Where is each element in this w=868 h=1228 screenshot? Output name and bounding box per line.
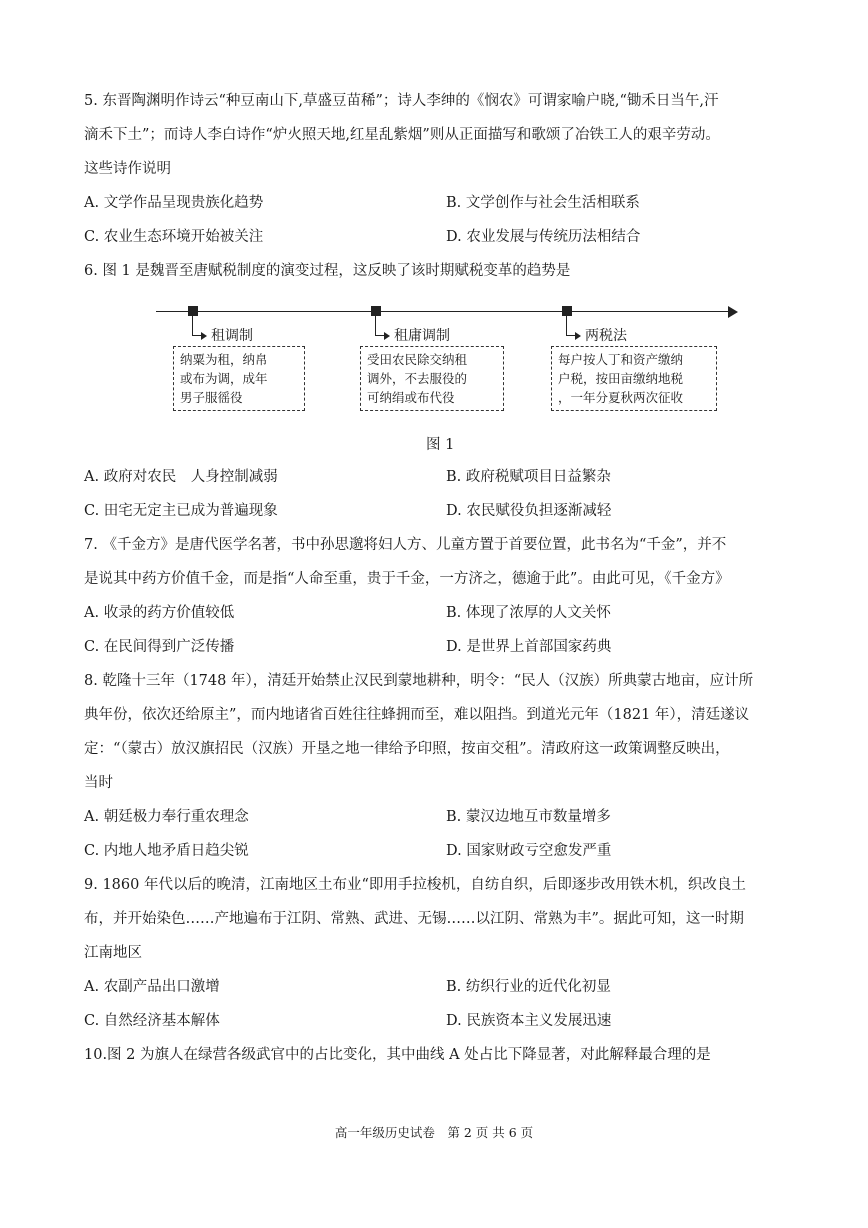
timeline-desc-1-line3: 男子服徭役 [180, 390, 243, 405]
q9-option-a: A. 农副产品出口激增 [84, 979, 220, 995]
timeline-arrow-1 [201, 332, 207, 340]
q8-option-c: C. 内地人地矛盾日趋尖锐 [84, 843, 249, 859]
q7-stem-line2: 是说其中药方价值千金，而是指“人命至重，贵于千金，一方济之，德逾于此”。由此可见，《千金方》 [84, 571, 730, 587]
q7-option-d: D. 是世界上首部国家药典 [446, 639, 612, 655]
q6-option-c: C. 田宅无定主已成为普遍现象 [84, 503, 278, 519]
q5-option-d: D. 农业发展与传统历法相结合 [446, 229, 641, 245]
timeline-desc-3-line3: ，一年分夏秋两次征收 [558, 390, 684, 405]
timeline-label-3: 两税法 [585, 328, 627, 344]
timeline-desc-box-2 [360, 346, 504, 411]
timeline-desc-box-3 [551, 346, 717, 411]
timeline-stem-1 [192, 316, 193, 336]
timeline-arrow-2 [384, 332, 390, 340]
timeline-desc-box-1 [173, 346, 305, 411]
q6-stem-line1: 6. 图 1 是魏晋至唐赋税制度的演变过程，这反映了该时期赋税变革的趋势是 [84, 263, 571, 279]
timeline-desc-2-line3: 可纳绢或布代役 [367, 390, 455, 405]
timeline-desc-3-line2: 户税，按田亩缴纳地税 [558, 371, 684, 386]
timeline-desc-2-line1: 受田农民除交纳租 [367, 352, 468, 367]
timeline-desc-3-line1: 每户按人丁和资产缴纳 [558, 352, 684, 367]
q9-stem-line1: 9. 1860 年代以后的晚清，江南地区土布业“即用手拉梭机，自纺自织，后即逐步改用铁木机，织改良土 [84, 877, 746, 893]
timeline-desc-1-line2: 或布为调，成年 [180, 371, 268, 386]
q7-option-a: A. 收录的药方价值较低 [84, 605, 235, 621]
q8-stem-line2: 典年份，依次还给原主”，而内地诸省百姓往往蜂拥而至，难以阻挡。到道光元年（1821 年），清廷遂议 [84, 707, 750, 723]
q5-stem-line2: 滴禾下土”；而诗人李白诗作“炉火照天地,红星乱紫烟”则从正面描写和歌颂了冶铁工人的艰辛劳动。 [84, 127, 720, 143]
q8-stem-line1: 8. 乾隆十三年（1748 年），清廷开始禁止汉民到蒙地耕种，明令：“民人（汉族）所典蒙古地亩，应计所 [84, 673, 754, 689]
timeline-node-2 [371, 306, 381, 316]
q8-stem-line4: 当时 [84, 775, 113, 791]
q5-stem-line3: 这些诗作说明 [84, 161, 171, 177]
page-footer: 高一年级历史试卷 第 2 页 共 6 页 [334, 1125, 534, 1140]
timeline-desc-1-line1: 纳粟为租，纳帛 [180, 352, 268, 367]
q9-stem-line2: 布，并开始染色……产地遍布于江阴、常熟、武进、无锡……以江阴、常熟为丰”。据此可知，这一时期 [84, 911, 744, 927]
timeline-desc-2-line2: 调外，不去服役的 [367, 371, 468, 386]
q9-option-b: B. 纺织行业的近代化初显 [446, 979, 611, 995]
q7-option-c: C. 在民间得到广泛传播 [84, 639, 235, 655]
q9-stem-line3: 江南地区 [84, 945, 142, 961]
q5-stem-line1: 5. 东晋陶渊明作诗云“种豆南山下,草盛豆苗稀”；诗人李绅的《悯农》可谓家喻户晓,“锄禾日当午,汗 [84, 93, 719, 109]
q8-option-d: D. 国家财政亏空愈发严重 [446, 843, 612, 859]
q8-option-b: B. 蒙汉边地互市数量增多 [446, 809, 611, 825]
timeline-arrow-3 [575, 332, 581, 340]
tax-system-timeline-figure [156, 304, 746, 414]
timeline-arrowhead [728, 306, 738, 318]
timeline-node-3 [562, 306, 572, 316]
timeline-stem-3 [566, 316, 567, 336]
q6-option-a: A. 政府对农民 人身控制减弱 [84, 469, 278, 485]
timeline-axis [156, 311, 736, 312]
q9-option-c: C. 自然经济基本解体 [84, 1013, 220, 1029]
q7-option-b: B. 体现了浓厚的人文关怀 [446, 605, 611, 621]
q5-option-a: A. 文学作品呈现贵族化趋势 [84, 195, 264, 211]
q8-stem-line3: 定：“（蒙古）放汉旗招民（汉族）开垦之地一律给予印照，按亩交租”。清政府这一政策调整反映出， [84, 741, 730, 757]
q6-option-d: D. 农民赋役负担逐渐减轻 [446, 503, 612, 519]
q10-stem-line1: 10.图 2 为旗人在绿营各级武官中的占比变化，其中曲线 A 处占比下降显著，对此解释最合理的是 [84, 1047, 711, 1063]
timeline-label-2: 租庸调制 [394, 328, 450, 344]
q8-option-a: A. 朝廷极力奉行重农理念 [84, 809, 249, 825]
timeline-node-1 [188, 306, 198, 316]
q7-stem-line1: 7. 《千金方》是唐代医学名著，书中孙思邈将妇人方、儿童方置于首要位置，此书名为“千金”，并不 [84, 537, 727, 553]
q9-option-d: D. 民族资本主义发展迅速 [446, 1013, 612, 1029]
timeline-label-1: 租调制 [211, 328, 253, 344]
q6-option-b: B. 政府税赋项目日益繁杂 [446, 469, 611, 485]
figure-1-caption: 图 1 [426, 437, 455, 453]
q5-option-b: B. 文学创作与社会生活相联系 [446, 195, 640, 211]
q5-option-c: C. 农业生态环境开始被关注 [84, 229, 264, 245]
timeline-stem-2 [375, 316, 376, 336]
